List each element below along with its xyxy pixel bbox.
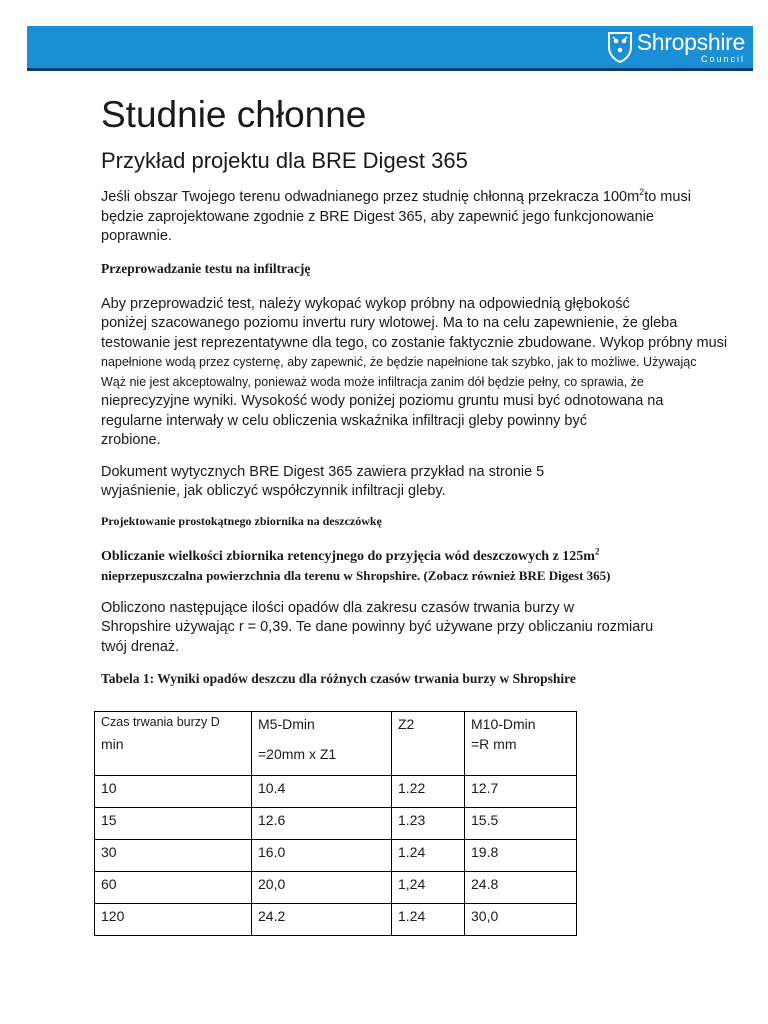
header-m10-formula: =R mm (471, 736, 517, 752)
bre-digest-line: Dokument wytycznych BRE Digest 365 zawiera przykład na stronie 5 (101, 463, 545, 480)
header-m5-formula: =20mm x Z1 (258, 746, 337, 762)
table-cell: 1.24 (392, 904, 465, 936)
table-header-row (95, 712, 577, 776)
council-logo[interactable] (607, 30, 745, 64)
header-cell-m10 (465, 712, 577, 776)
section-heading-tank-design: Projektowanie prostokątnego zbiornika na deszczówkę (101, 513, 382, 528)
table-row (95, 872, 577, 904)
table-cell: 24.2 (252, 904, 392, 936)
rainfall-line: Obliczono następujące ilości opadów dla zakresu czasów trwania burzy w (101, 599, 575, 616)
bre-digest-line: wyjaśnienie, jak obliczyć współczynnik infiltracji gleby. (101, 483, 446, 500)
rainfall-line: Shropshire używając r = 0,39. Te dane powinny być używane przy obliczaniu rozmiaru (101, 619, 654, 636)
infiltration-line: poniżej szacowanego poziomu invertu rury wlotowej. Ma to na celu zapewnienie, że gleba (101, 315, 678, 332)
table-cell: 1,24 (392, 872, 465, 904)
table-cell: 1.22 (392, 776, 465, 808)
infiltration-line: Wąż nie jest akceptowalny, ponieważ woda może infiltracja zanim dół będzie pełny, co sprawia, że (101, 374, 644, 389)
tank-subheading (101, 547, 751, 585)
tank-subheading-line-2: nieprzepuszczalna powierzchnia dla terenu w Shropshire. (Zobacz również BRE Digest 365) (101, 567, 611, 583)
superscript-2: 2 (639, 187, 645, 198)
table-cell: 60 (95, 872, 252, 904)
rainfall-table (94, 711, 577, 936)
intro-line-1 (101, 188, 751, 208)
page-title: Studnie chłonne (101, 94, 367, 135)
header-z2-label: Z2 (398, 716, 415, 732)
intro-line-3: poprawnie. (101, 228, 172, 245)
infiltration-line: testowanie jest reprezentatywne dla tego, co zostanie faktycznie zbudowane. Wykop próbny musi (101, 334, 728, 351)
rainfall-paragraph (101, 599, 751, 658)
tank-subheading-line-1 (101, 547, 751, 567)
intro-line-1-tail: to musi (644, 189, 691, 206)
table-cell: 15 (95, 808, 252, 840)
table-cell: 24.8 (465, 872, 577, 904)
table-cell: 19.8 (465, 840, 577, 872)
table-row (95, 808, 577, 840)
intro-line-1-text: Jeśli obszar Twojego terenu odwadnianego przez studnię chłonną przekracza 100m (101, 189, 640, 206)
infiltration-line: Aby przeprowadzić test, należy wykopać wykop próbny na odpowiednią głębokość (101, 295, 630, 312)
superscript-2: 2 (594, 545, 600, 556)
logo-name: Shropshire (636, 28, 745, 55)
logo-subtitle: Council (700, 53, 745, 64)
table-cell: 16.0 (252, 840, 392, 872)
table-row (95, 840, 577, 872)
table-cell: 1.23 (392, 808, 465, 840)
table-cell: 10.4 (252, 776, 392, 808)
table-cell: 20,0 (252, 872, 392, 904)
header-m10-label: M10-Dmin (471, 716, 536, 732)
table-cell: 30 (95, 840, 252, 872)
infiltration-line: napełnione wodą przez cysternę, aby zapewnić, że będzie napełnione tak szybko, jak to możliwe. Używając (101, 355, 697, 370)
header-duration-unit: min (101, 736, 124, 752)
header-bar (27, 26, 753, 71)
table-cell: 15.5 (465, 808, 577, 840)
table-row (95, 776, 577, 808)
tank-subheading-text: Obliczanie wielkości zbiornika retencyjnego do przyjęcia wód deszczowych z 125m (101, 548, 595, 564)
header-cell-m5 (252, 712, 392, 776)
infiltration-paragraph (101, 295, 751, 451)
table-cell: 12.7 (465, 776, 577, 808)
page-subtitle: Przykład projektu dla BRE Digest 365 (101, 147, 468, 173)
table-caption: Tabela 1: Wyniki opadów deszczu dla różnych czasów trwania burzy w Shropshire (101, 671, 576, 687)
table-cell: 30,0 (465, 904, 577, 936)
intro-paragraph (101, 188, 751, 247)
infiltration-line: regularne interwały w celu obliczenia wskaźnika infiltracji gleby powinny być (101, 412, 587, 429)
infiltration-line: nieprecyzyjne wyniki. Wysokość wody poniżej poziomu gruntu musi być odnotowana na (101, 393, 664, 410)
section-heading-infiltration: Przeprowadzanie testu na infiltrację (101, 260, 311, 276)
header-duration-label: Czas trwania burzy D (101, 715, 220, 729)
bre-digest-paragraph (101, 463, 751, 502)
document-body (101, 95, 751, 687)
header-m5-label: M5-Dmin (258, 716, 315, 732)
rainfall-line: twój drenaż. (101, 638, 180, 655)
intro-line-2: będzie zaprojektowane zgodnie z BRE Digest 365, aby zapewnić jego funkcjonowanie (101, 208, 654, 225)
shield-crest-icon (607, 31, 633, 63)
table-cell: 120 (95, 904, 252, 936)
table-row (95, 904, 577, 936)
table-cell: 12.6 (252, 808, 392, 840)
table-cell: 1.24 (392, 840, 465, 872)
table-cell: 10 (95, 776, 252, 808)
header-cell-z2 (392, 712, 465, 776)
infiltration-line: zrobione. (101, 432, 161, 449)
header-cell-duration (95, 712, 252, 776)
